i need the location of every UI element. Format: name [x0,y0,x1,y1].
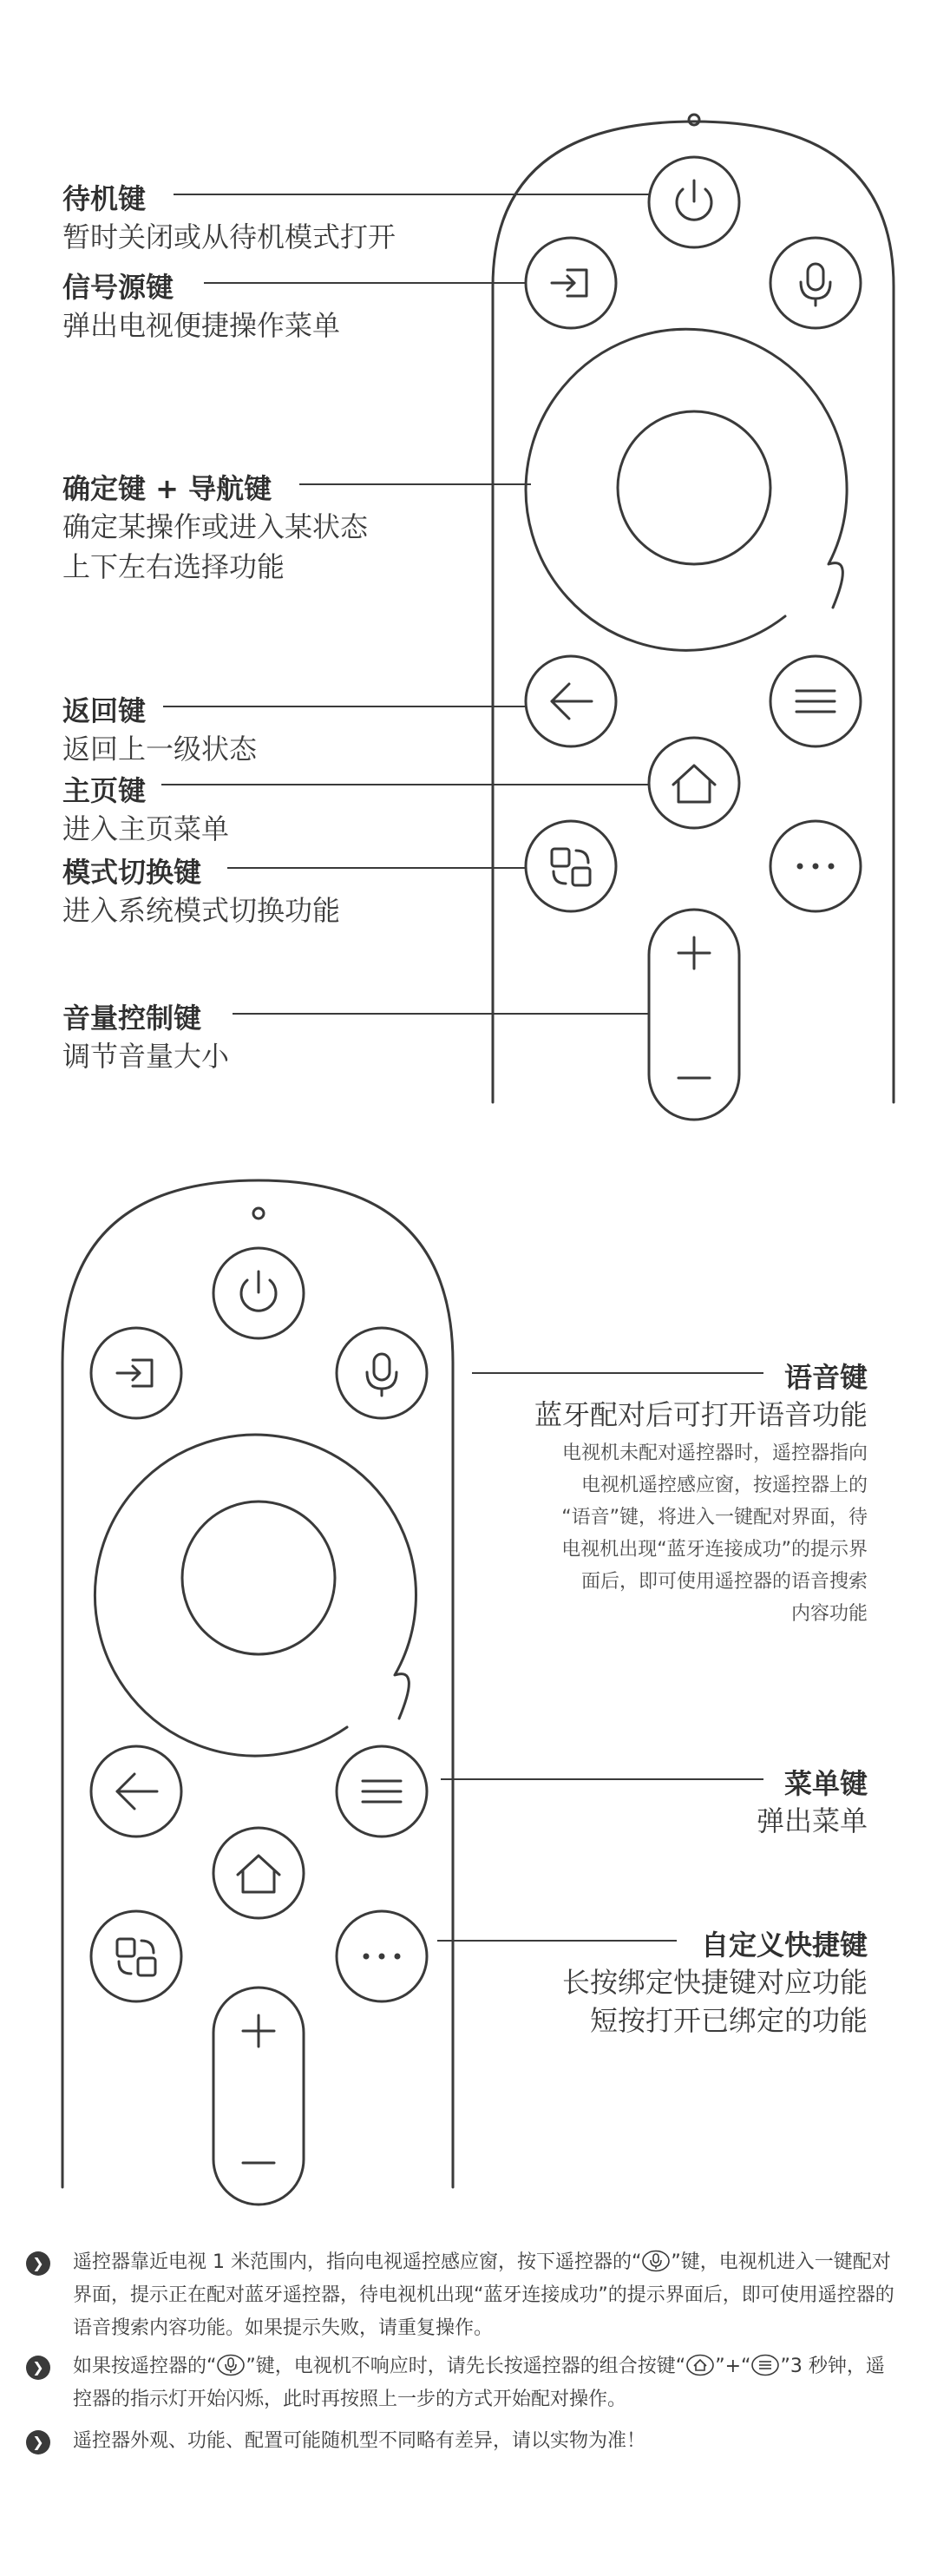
note-2-text-b: ”键，电视机不响应时，请先长按遥控器的组合按键“ [246,2356,686,2377]
callout-title-custom: 自定义快捷键 [700,1929,868,1962]
lower-back-button [91,1746,181,1837]
voice-detail-line-5: 面后，即可使用遥控器的语音搜索 [580,1571,868,1593]
note-2 [26,2350,902,2416]
callout-desc-custom-1: 长按绑定快捷键对应功能 [561,1966,868,1999]
callout-desc-input: 弹出电视便捷操作菜单 [62,309,341,342]
note-1-text-b: ”键，电视机进入一键配对界面，提示正在配对蓝牙遥控器，待电视机出现“蓝牙连接成功”的提示界面后，即可使用遥控器的语音搜索内容功能。如果提示失败，请重复操作。 [73,2251,894,2339]
lower-menu-button [337,1746,427,1837]
callout-title-power: 待机键 [62,182,147,215]
voice-detail-line-3: “语音”键，将进入一键配对界面，待 [561,1507,868,1528]
home-icon [685,2354,715,2376]
bullet-icon: ❯ [26,2251,50,2276]
note-3-text: 遥控器外观、功能、配置可能随机型不同略有差异，请以实物为准！ [73,2430,646,2452]
microphone-icon [641,2250,671,2272]
bullet-icon: ❯ [26,2356,50,2380]
bullet-icon: ❯ [26,2430,50,2454]
callout-desc-ok-nav-1: 确定某操作或进入某状态 [62,510,369,543]
callout-desc-ok-nav-2: 上下左右选择功能 [62,550,285,583]
note-1 [26,2246,902,2345]
callout-title-input: 信号源键 [62,271,174,304]
lower-home-button [213,1828,304,1918]
lower-input-button [91,1328,181,1418]
callout-desc-custom-2: 短按打开已绑定的功能 [589,2004,868,2037]
lower-power-button [213,1248,304,1338]
voice-detail-line-4: 电视机出现“蓝牙连接成功”的提示界 [561,1539,868,1561]
note-2-text-a: 如果按遥控器的“ [73,2356,217,2377]
callout-title-home: 主页键 [62,774,147,807]
callout-desc-volume: 调节音量大小 [62,1040,230,1073]
callout-title-menu: 菜单键 [783,1767,868,1800]
callout-desc-power: 暂时关闭或从待机模式打开 [62,220,396,253]
microphone-icon [216,2354,246,2376]
callout-desc-mode: 进入系统模式切换功能 [62,894,341,927]
callout-desc-menu: 弹出菜单 [756,1804,868,1837]
note-2-text-c: ”+“ [715,2356,751,2377]
lower-volume-rocker [213,1988,304,2205]
callout-title-ok-nav: 确定键 + 导航键 [62,472,272,505]
lower-ok-button [182,1502,335,1654]
lower-indicator-light [253,1208,264,1219]
note-1-text-a: 遥控器靠近电视 1 米范围内，指向电视遥控感应窗，按下遥控器的“ [73,2251,642,2273]
callout-title-back: 返回键 [62,694,147,727]
lower-voice-button [337,1328,427,1418]
voice-detail-line-6: 内容功能 [790,1603,868,1625]
callout-desc-back: 返回上一级状态 [62,733,258,766]
callout-title-voice: 语音键 [783,1361,868,1394]
note-2-text-d: ”3 秒钟，遥控器的指示灯开始闪烁，此时再按照上一步的方式开始配对操作。 [73,2356,885,2410]
voice-detail-line-1: 电视机未配对遥控器时，遥控器指向 [561,1442,868,1464]
note-3 [26,2425,902,2458]
lower-dpad-ring [95,1435,416,1756]
voice-detail-line-2: 电视机遥控感应窗，按遥控器上的 [580,1475,868,1496]
callout-title-volume: 音量控制键 [62,1002,202,1035]
lower-mode-button [91,1911,181,2001]
callout-desc-voice: 蓝牙配对后可打开语音功能 [534,1398,868,1431]
callout-desc-home: 进入主页菜单 [62,812,230,845]
callout-title-mode: 模式切换键 [62,856,202,889]
menu-lines-icon [750,2354,780,2376]
